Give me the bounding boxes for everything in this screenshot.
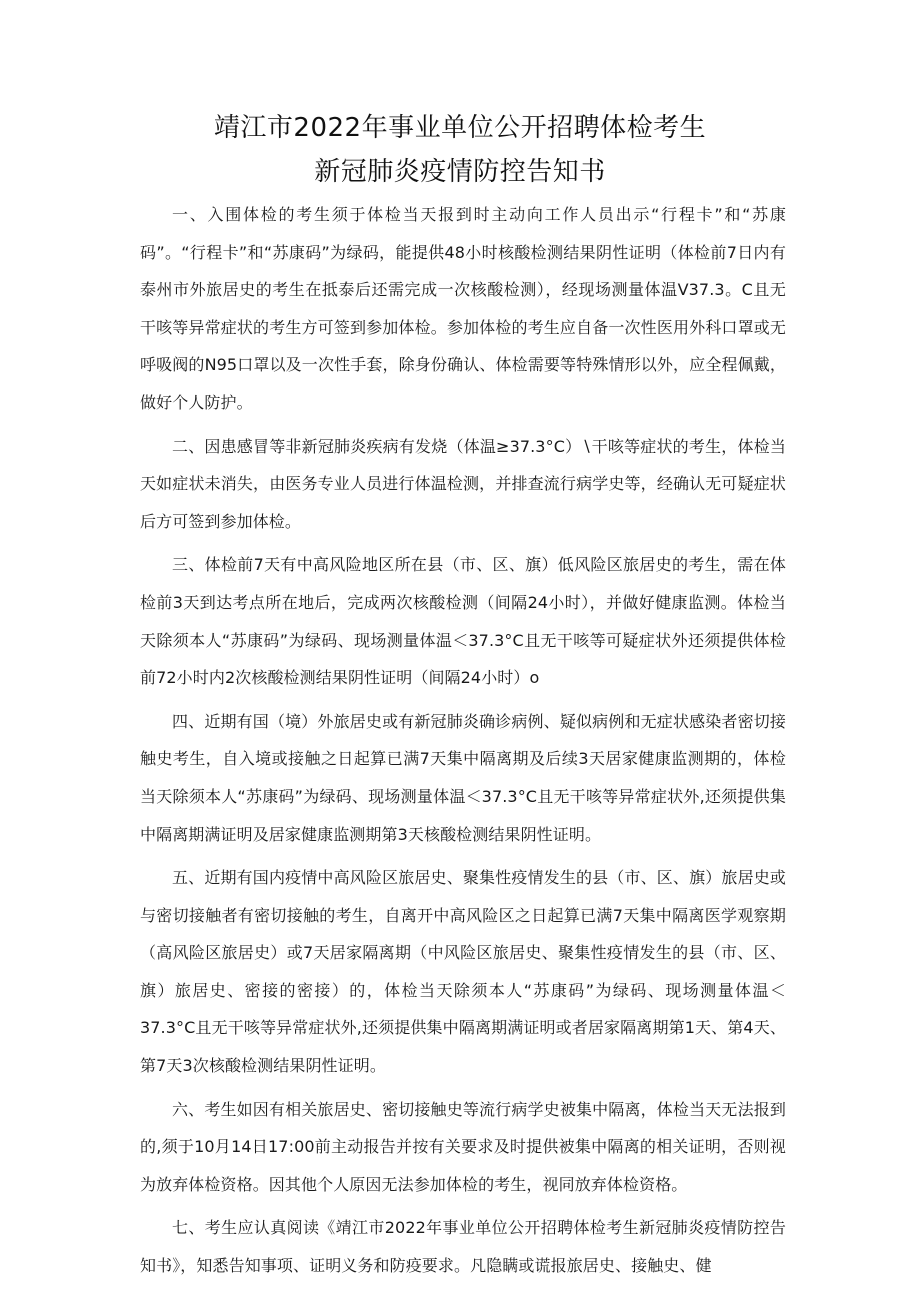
paragraph-3: 三、体检前7天有中高风险地区所在县（市、区、旗）低风险区旅居史的考生，需在体检前3天到达考点所在地后，完成两次核酸检测（间隔24小时），并做好健康监测。体检当天除须本人“苏康码”为绿码、现场测量体温＜37.3°C且无干咳等可疑症状外还须提供体检前72小时内2次核酸检测结果阴性证明（间隔24小时）o	[140, 555, 786, 688]
title-line-2: 新冠肺炎疫情防控告知书	[314, 157, 606, 187]
document-body	[140, 196, 786, 1291]
paragraph-6: 六、考生如因有相关旅居史、密切接触史等流行病学史被集中隔离，体检当天无法报到的,须于10月14日17:00前主动报告并按有关要求及时提供被集中隔离的相关证明，否则视为放弃体检资格。因其他个人原因无法参加体检的考生，视同放弃体检资格。	[140, 1099, 786, 1194]
paragraph-1: 一、入围体检的考生须于体检当天报到时主动向工作人员出示“行程卡”和“苏康码”。“行程卡”和“苏康码”为绿码，能提供48小时核酸检测结果阴性证明（体检前7日内有泰州市外旅居史的考生在抵泰后还需完成一次核酸检测），经现场测量体温V37.3。C且无干咳等异常症状的考生方可签到参加体检。参加体检的考生应自备一次性医用外科口罩或无呼吸阀的N95口罩以及一次性手套，除身份确认、体检需要等特殊情形以外，应全程佩戴，做好个人防护。	[140, 205, 786, 412]
paragraph-7: 七、考生应认真阅读《靖江市2022年事业单位公开招聘体检考生新冠肺炎疫情防控告知书》，知悉告知事项、证明义务和防疫要求。凡隐瞒或谎报旅居史、接触史、健	[140, 1218, 786, 1276]
paragraph-4: 四、近期有国（境）外旅居史或有新冠肺炎确诊病例、疑似病例和无症状感染者密切接触史考生，自入境或接触之日起算已满7天集中隔离期及后续3天居家健康监测期的，体检当天除须本人“苏康码”为绿码、现场测量体温＜37.3°C且无干咳等异常症状外,还须提供集中隔离期满证明及居家健康监测期第3天核酸检测结果阴性证明。	[140, 711, 786, 844]
title-line-1: 靖江市2022年事业单位公开招聘体检考生	[213, 113, 707, 143]
document-title	[100, 106, 820, 194]
paragraph-5: 五、近期有国内疫情中高风险区旅居史、聚集性疫情发生的县（市、区、旗）旅居史或与密切接触者有密切接触的考生，自离开中高风险区之日起算已满7天集中隔离医学观察期（高风险区旅居史）或7天居家隔离期（中风险区旅居史、聚集性疫情发生的县（市、区、旗）旅居史、密接的密接）的，体检当天除须本人“苏康码”为绿码、现场测量体温＜37.3°C且无干咳等异常症状外,还须提供集中隔离期满证明或者居家隔离期第1天、第4天、第7天3次核酸检测结果阴性证明。	[140, 868, 786, 1076]
paragraph-2: 二、因患感冒等非新冠肺炎疾病有发烧（体温≥37.3°C）∖干咳等症状的考生，体检当天如症状未消失，由医务专业人员进行体温检测，并排查流行病学史等，经确认无可疑症状后方可签到参加体检。	[140, 436, 786, 531]
